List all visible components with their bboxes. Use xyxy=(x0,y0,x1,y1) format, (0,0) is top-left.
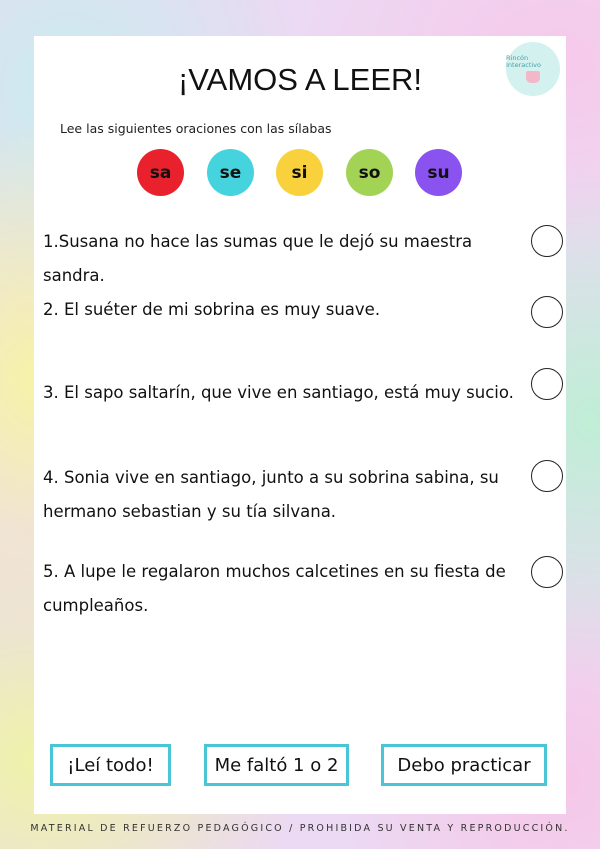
sentence-3: 3. El sapo saltarín, que vive en santiago, está muy sucio. xyxy=(43,383,514,402)
self-assessment-missed-some[interactable] xyxy=(204,744,349,786)
sentence-4: 4. Sonia vive en santiago, junto a su sobrina sabina, su hermano sebastian y su tía silvana. xyxy=(43,468,499,521)
instruction-text: Lee las siguientes oraciones con las sílabas xyxy=(60,121,332,136)
syllable-label: se xyxy=(219,162,242,183)
syllable-su xyxy=(415,149,462,196)
syllable-label: su xyxy=(427,162,450,183)
sentence-5: 5. A lupe le regalaron muchos calcetines en su fiesta de cumpleaños. xyxy=(43,562,506,615)
rating-label: Debo practicar xyxy=(397,754,531,776)
sentence-1-checkbox[interactable] xyxy=(531,225,563,257)
self-assessment-need-practice[interactable] xyxy=(381,744,547,786)
page-title: ¡VAMOS A LEER! xyxy=(177,62,423,97)
sentence-4-checkbox[interactable] xyxy=(531,460,563,492)
sentence-2: 2. El suéter de mi sobrina es muy suave. xyxy=(43,300,381,319)
rating-label: Me faltó 1 o 2 xyxy=(214,754,339,776)
rating-label: ¡Leí todo! xyxy=(67,754,154,776)
syllable-label: sa xyxy=(149,162,172,183)
logo-text: Rincón Interactivo xyxy=(506,54,541,69)
sentence-2-checkbox[interactable] xyxy=(531,296,563,328)
footer-notice: MATERIAL DE REFUERZO PEDAGÓGICO / PROHIBIDA SU VENTA Y REPRODUCCIÓN. xyxy=(30,823,570,834)
syllable-label: si xyxy=(291,162,308,183)
sentence-5-checkbox[interactable] xyxy=(531,556,563,588)
syllable-si xyxy=(276,149,323,196)
syllable-sa xyxy=(137,149,184,196)
syllable-label: so xyxy=(358,162,381,183)
syllable-so xyxy=(346,149,393,196)
sentence-1: 1.Susana no hace las sumas que le dejó su maestra sandra. xyxy=(43,232,473,285)
syllable-se xyxy=(207,149,254,196)
sentence-3-checkbox[interactable] xyxy=(531,368,563,400)
self-assessment-read-all[interactable] xyxy=(50,744,171,786)
